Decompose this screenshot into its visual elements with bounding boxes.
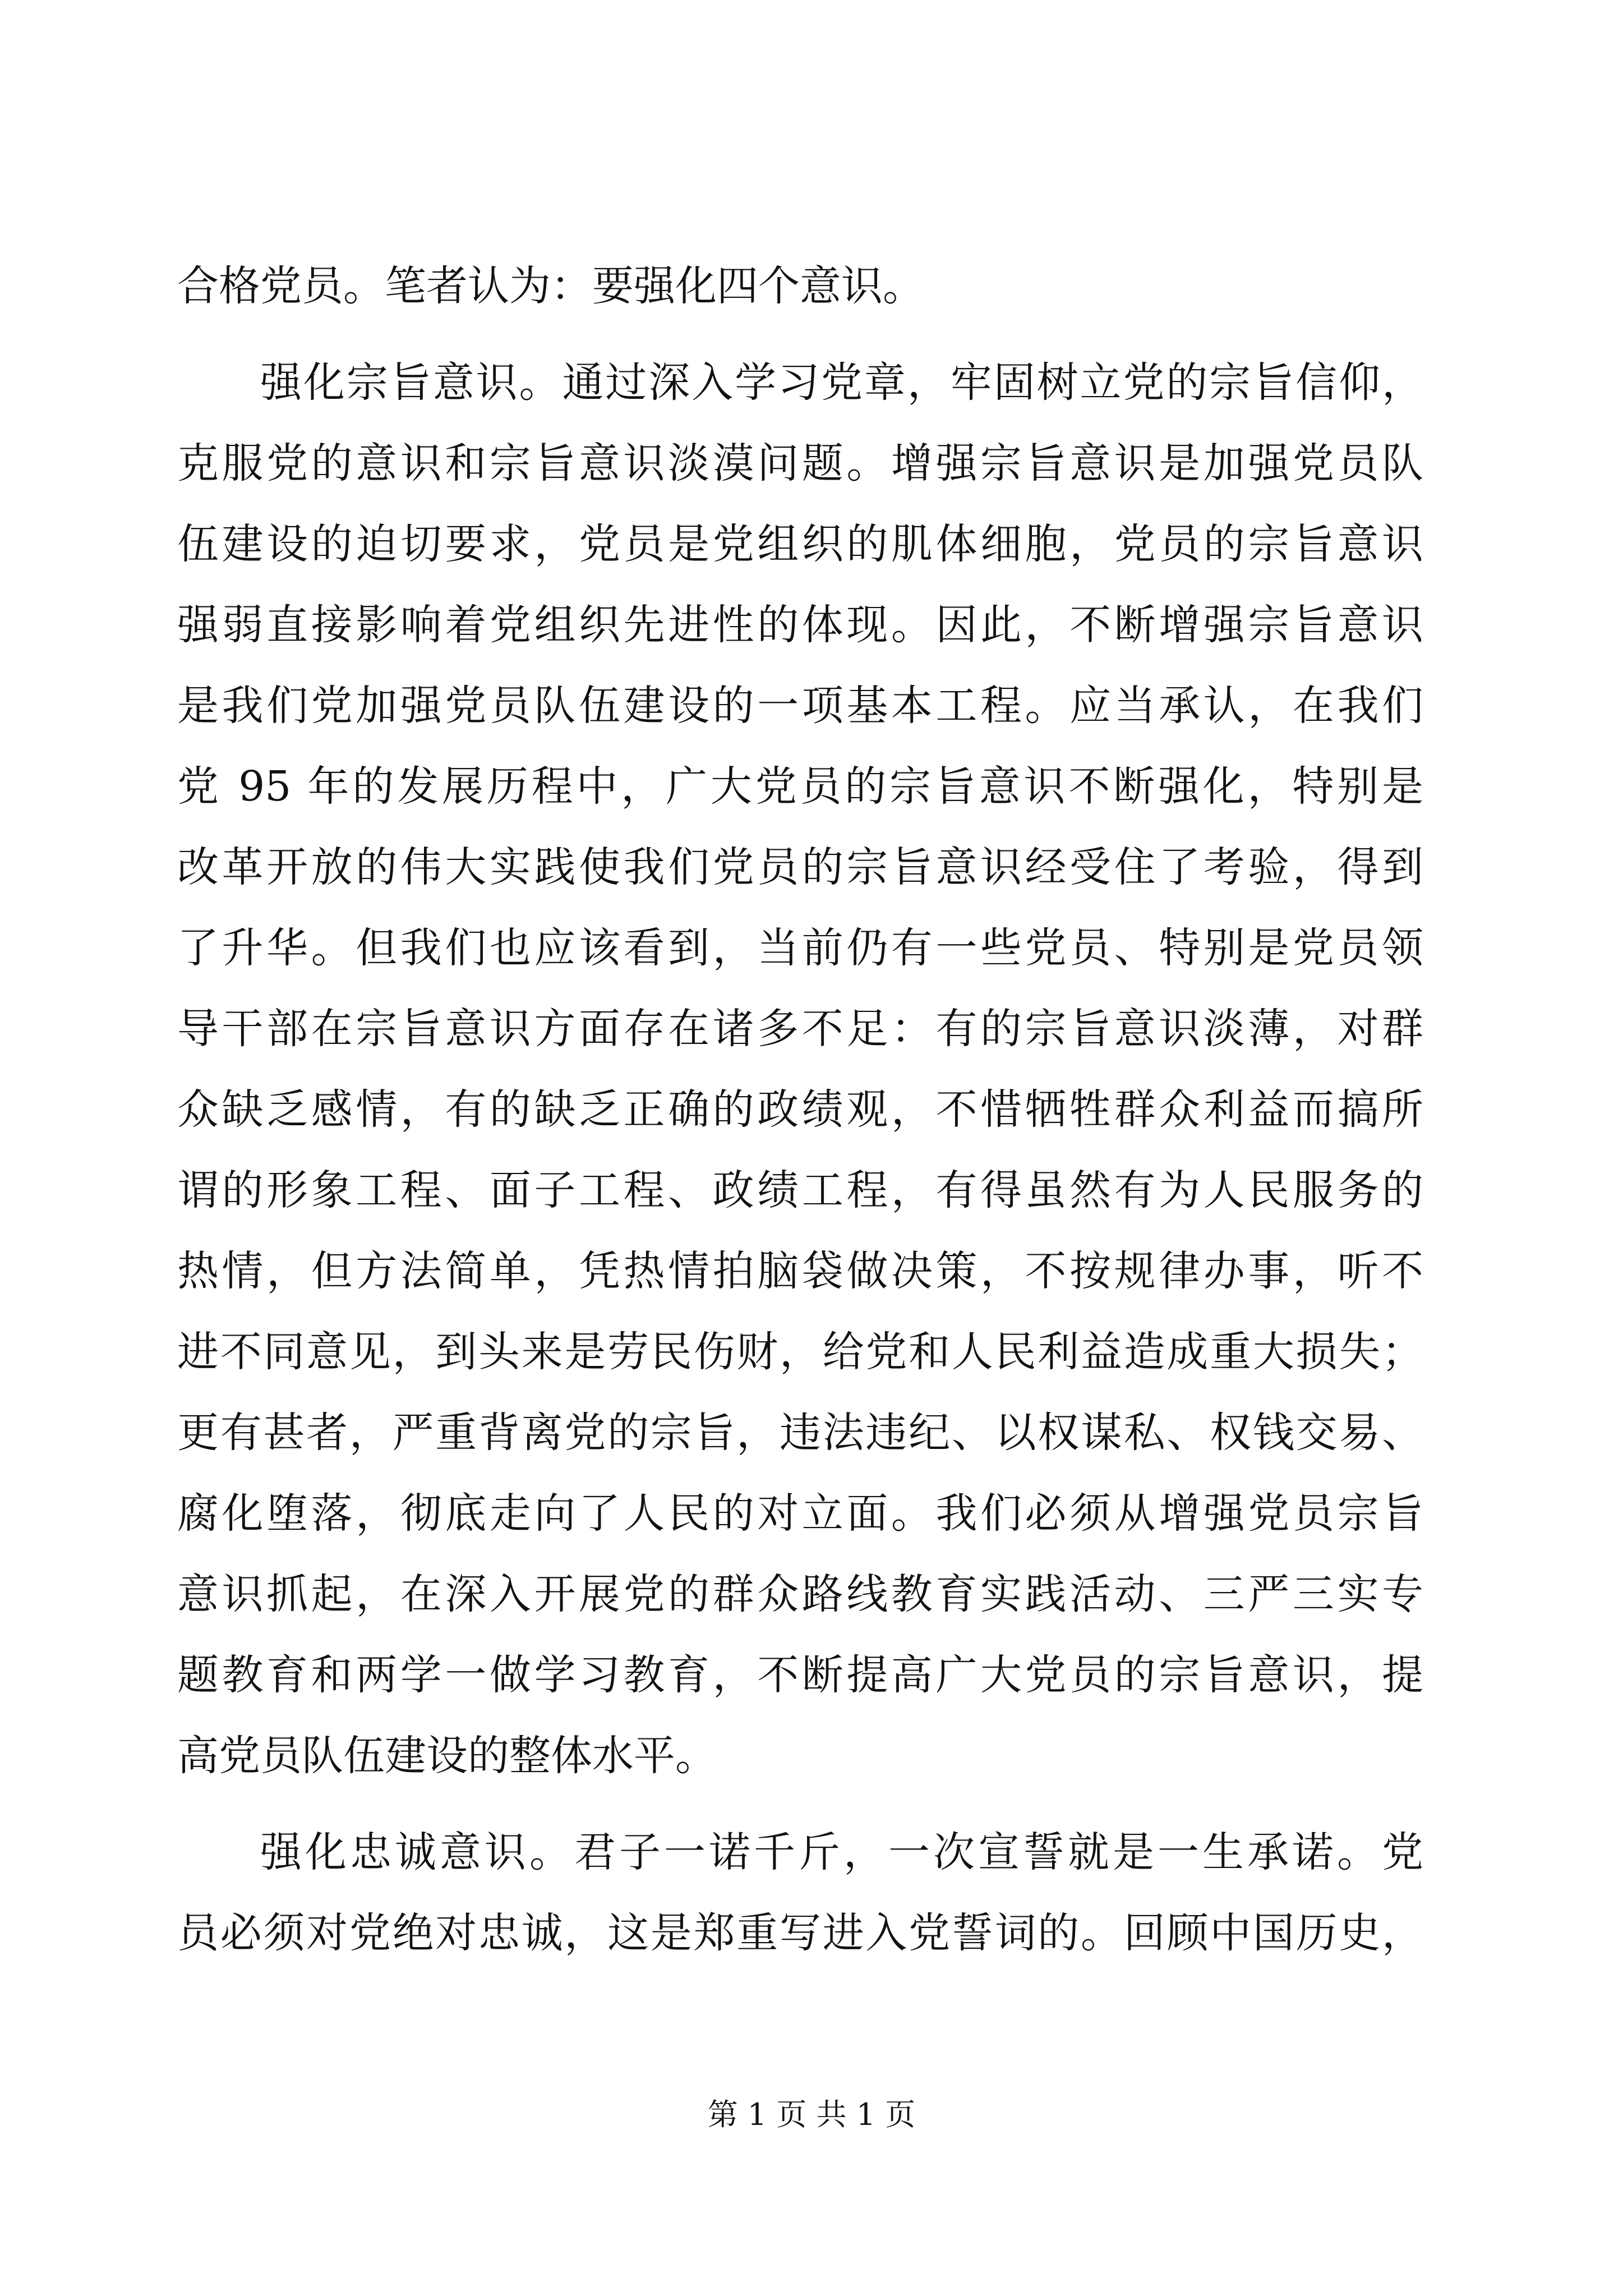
text-line: 员必须对党绝对忠诚，这是郑重写进入党誓词的。回顾中国历史， [177, 1909, 1423, 1957]
text-line: 题教育和两学一做学习教育，不断提高广大党员的宗旨意识，提 [177, 1651, 1423, 1699]
text-line: 强化忠诚意识。君子一诺千斤，一次宣誓就是一生承诺。党 [260, 1828, 1423, 1876]
text-line: 了升华。但我们也应该看到，当前仍有一些党员、特别是党员领 [177, 924, 1423, 972]
page-footer: 第 1 页 共 1 页 [707, 2097, 916, 2132]
text-line: 合格党员。笔者认为：要强化四个意识。 [177, 262, 924, 310]
text-line: 高党员队伍建设的整体水平。 [177, 1732, 717, 1780]
text-line: 热情，但方法简单，凭热情拍脑袋做决策，不按规律办事，听不 [177, 1247, 1423, 1295]
text-line: 众缺乏感情，有的缺乏正确的政绩观，不惜牺牲群众利益而搞所 [177, 1085, 1423, 1134]
text-line: 意识抓起，在深入开展党的群众路线教育实践活动、三严三实专 [177, 1570, 1423, 1618]
document-body [177, 246, 1423, 1973]
paragraph-gap [177, 1796, 1423, 1812]
text-line: 强弱直接影响着党组织先进性的体现。因此，不断增强宗旨意识 [177, 601, 1423, 649]
text-line: 克服党的意识和宗旨意识淡漠问题。增强宗旨意识是加强党员队 [177, 439, 1423, 487]
text-line: 改革开放的伟大实践使我们党员的宗旨意识经受住了考验，得到 [177, 843, 1423, 891]
text-line: 导干部在宗旨意识方面存在诸多不足：有的宗旨意识淡薄，对群 [177, 1005, 1423, 1053]
text-line: 更有甚者，严重背离党的宗旨，违法违纪、以权谋私、权钱交易、 [177, 1409, 1423, 1457]
paragraph-gap [177, 326, 1423, 342]
text-line: 进不同意见，到头来是劳民伤财，给党和人民利益造成重大损失； [177, 1328, 1423, 1376]
text-line: 谓的形象工程、面子工程、政绩工程，有得虽然有为人民服务的 [177, 1166, 1423, 1214]
text-line: 伍建设的迫切要求，党员是党组织的肌体细胞，党员的宗旨意识 [177, 520, 1423, 568]
text-line: 腐化堕落，彻底走向了人民的对立面。我们必须从增强党员宗旨 [177, 1489, 1423, 1538]
text-line: 强化宗旨意识。通过深入学习党章，牢固树立党的宗旨信仰， [260, 358, 1423, 407]
text-line: 是我们党加强党员队伍建设的一项基本工程。应当承认，在我们 [177, 682, 1423, 730]
text-line: 党 95 年的发展历程中，广大党员的宗旨意识不断强化，特别是 [177, 762, 1423, 811]
